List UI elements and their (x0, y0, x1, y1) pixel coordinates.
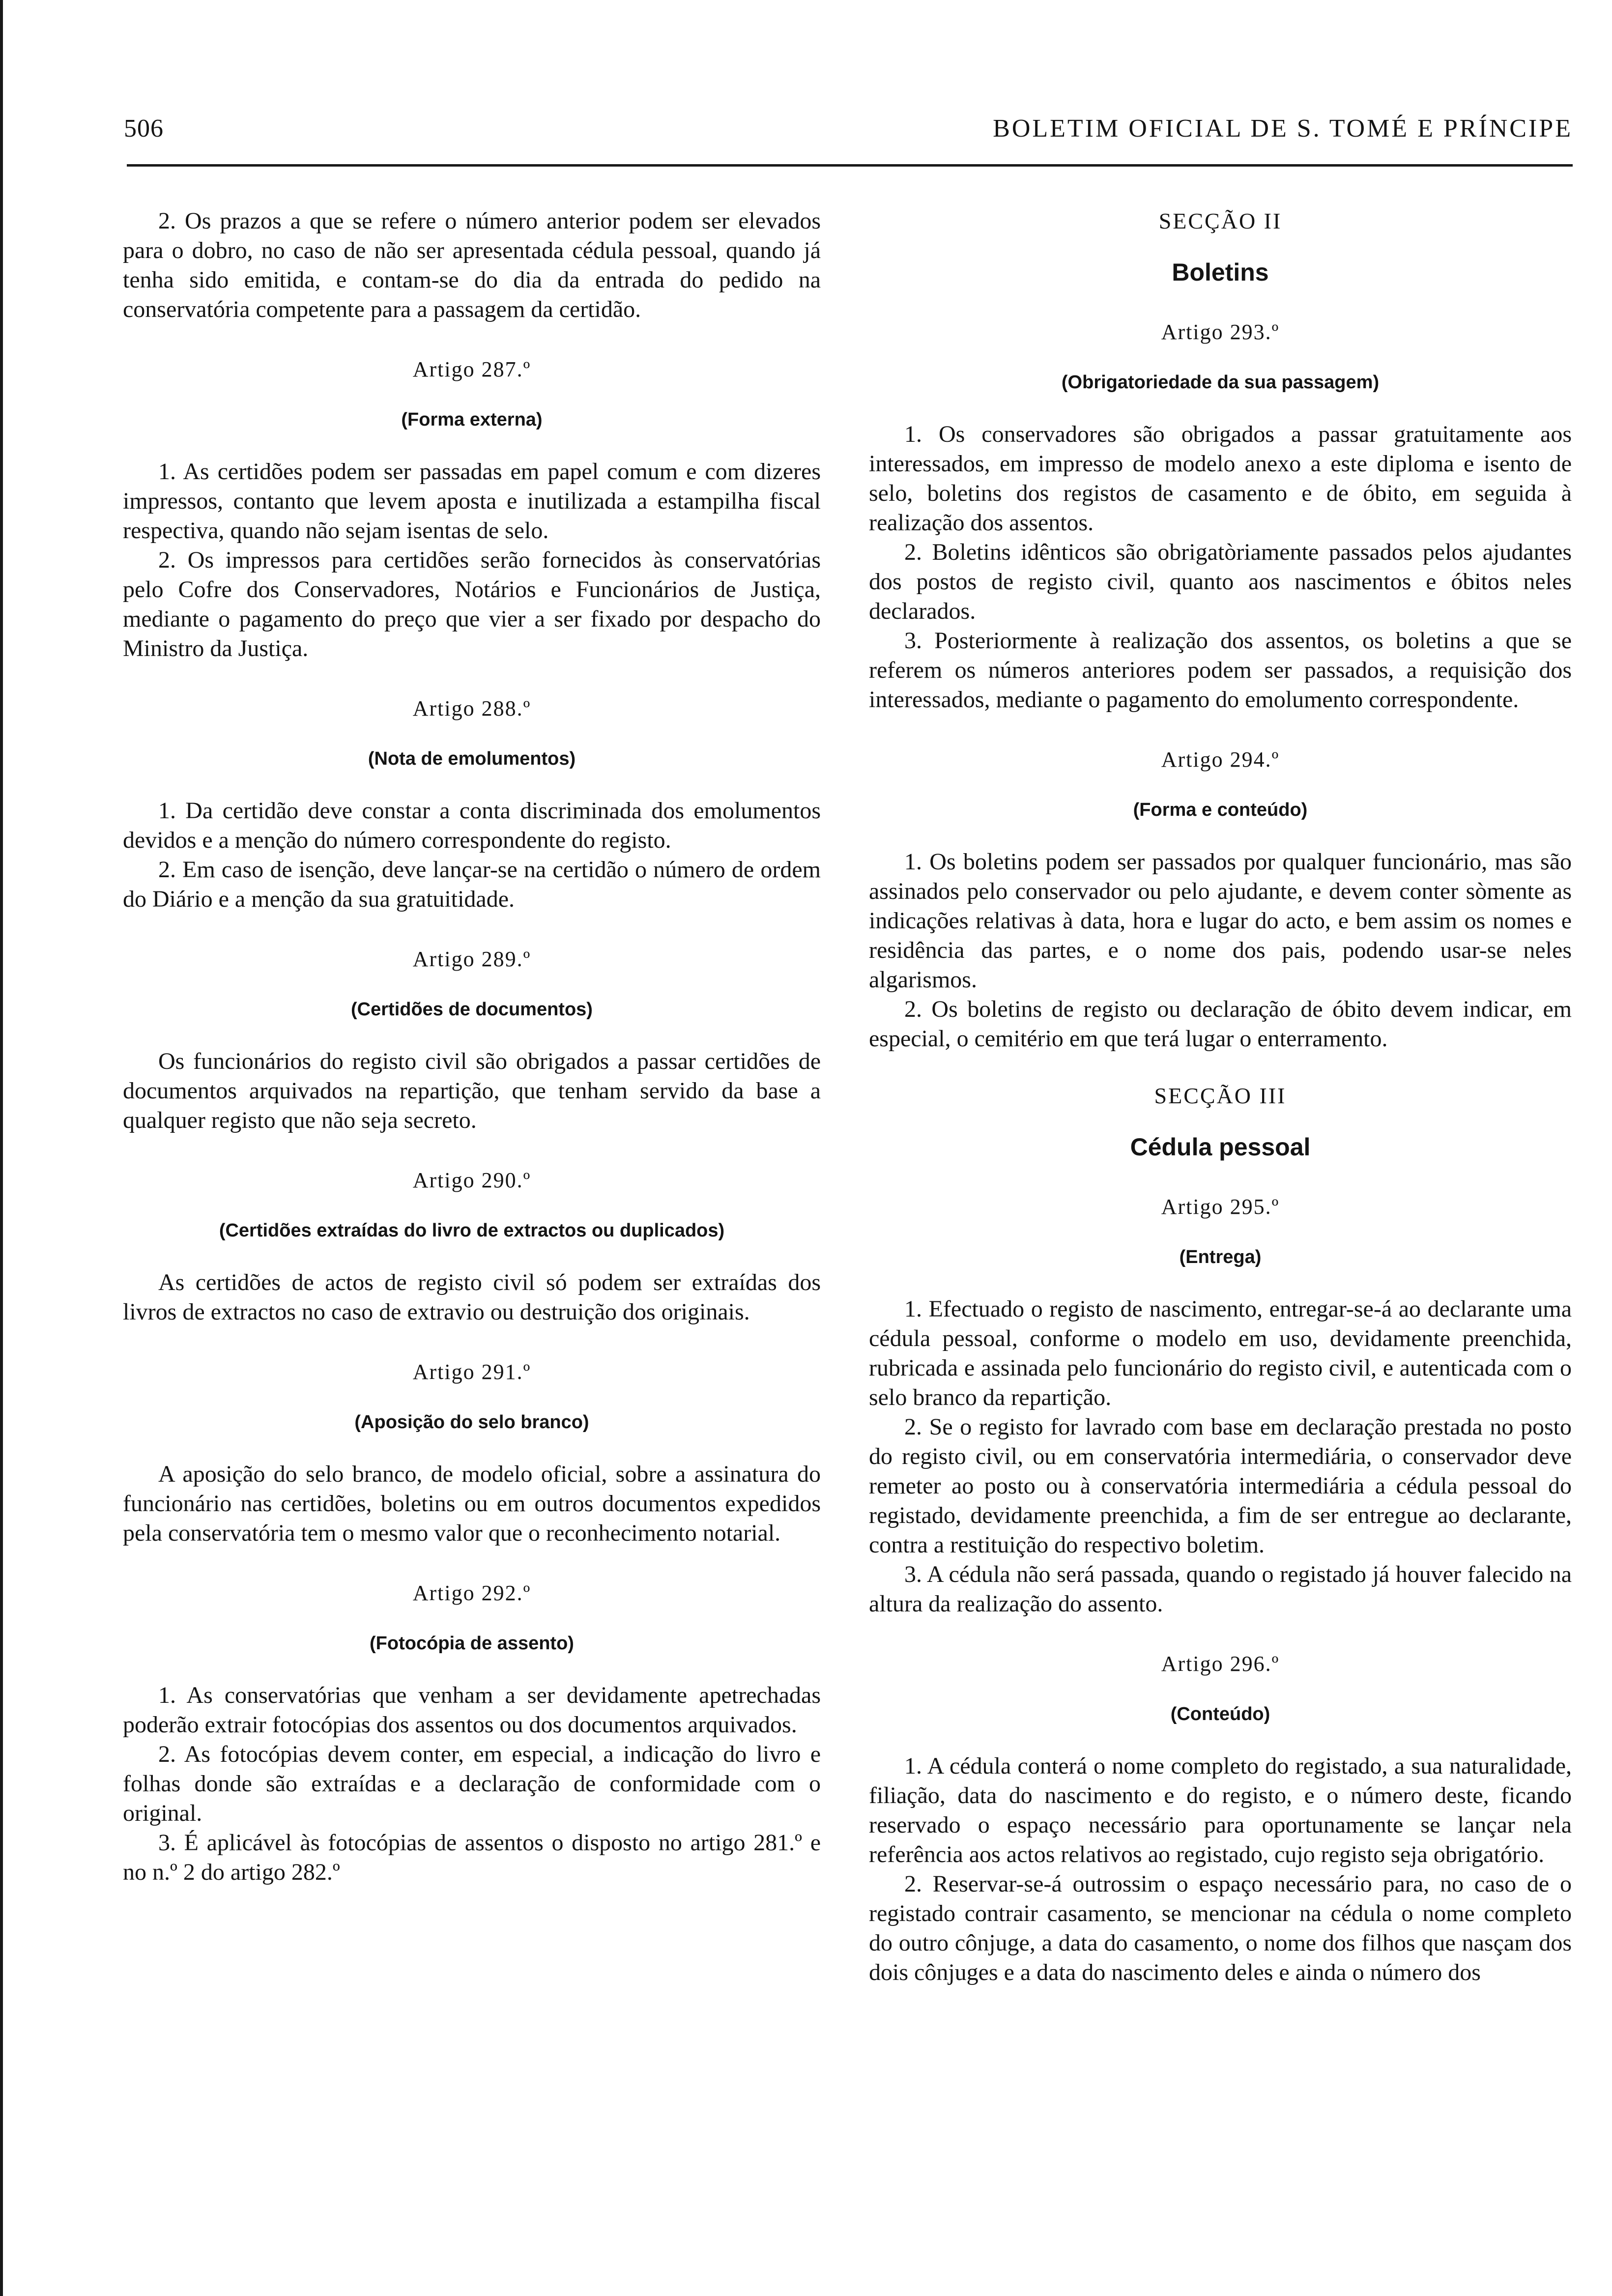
article-294-paragraph: 2. Os boletins de registo ou declaração de óbito devem indicar, em especial, o cemitério em que terá lugar o enterramento. (869, 996, 1572, 1052)
article-290-title: (Certidões extraídas do livro de extractos ou duplicados) (219, 1220, 725, 1241)
article-296-paragraph: 2. Reservar-se-á outrossim o espaço necessário para, no caso de o registado contrair casamento, se mencionar na cédula o nome completo do outro cônjuge, a data do casamento, o nome dos filhos que nasçam dos dois cônjuges e a data do nascimento deles e ainda o número dos (869, 1871, 1572, 1985)
article-292-paragraph: 3. É aplicável às fotocópias de assentos o disposto no artigo 281.º e no n.º 2 do artigo 282.º (123, 1830, 821, 1885)
article-288-paragraph: 2. Em caso de isenção, deve lançar-se na certidão o número de ordem do Diário e a menção da sua gratuitidade. (123, 857, 821, 912)
article-288-paragraph: 1. Da certidão deve constar a conta discriminada dos emolumentos devidos e a menção do número correspondente do registo. (123, 798, 821, 853)
article-289-number: Artigo 289.º (412, 947, 531, 971)
article-291-title: (Aposição do selo branco) (354, 1412, 589, 1433)
header-rule (127, 164, 1573, 167)
article-292-number: Artigo 292.º (412, 1581, 531, 1605)
article-287-number: Artigo 287.º (412, 357, 531, 381)
article-288-title: (Nota de emolumentos) (368, 748, 576, 769)
article-295-number: Artigo 295.º (1161, 1195, 1280, 1219)
article-292-title: (Fotocópia de assento) (370, 1633, 574, 1654)
article-295-title: (Entrega) (1179, 1247, 1262, 1267)
article-293-title: (Obrigatoriedade da sua passagem) (1061, 372, 1380, 393)
intro-paragraph: 2. Os prazos a que se refere o número anterior podem ser elevados para o dobro, no caso de não ser apresentada cédula pessoal, quando já tenha sido emitida, e contam-se do dia da entrada do pedido na conservatória competente para a passagem da certidão. (123, 208, 821, 322)
journal-title: BOLETIM OFICIAL DE S. TOMÉ E PRÍNCIPE (993, 115, 1573, 143)
article-288-number: Artigo 288.º (412, 696, 531, 720)
article-293-number: Artigo 293.º (1161, 320, 1280, 344)
page-number: 506 (124, 115, 164, 143)
article-289-paragraph: Os funcionários do registo civil são obrigados a passar certidões de documentos arquivados na repartição, que tenham servido da base a qualquer registo que não seja secreto. (123, 1048, 821, 1133)
section-ii-label: SECÇÃO II (1158, 208, 1282, 233)
article-295-paragraph: 3. A cédula não será passada, quando o registado já houver falecido na altura da realização do assento. (869, 1561, 1572, 1617)
article-293-paragraph: 2. Boletins idênticos são obrigatòriamente passados pelos ajudantes dos postos de registo civil, quanto aos nascimentos e óbitos neles declarados. (869, 539, 1572, 624)
article-296-number: Artigo 296.º (1161, 1652, 1280, 1676)
article-294-number: Artigo 294.º (1161, 747, 1280, 772)
article-296-paragraph: 1. A cédula conterá o nome completo do registado, a sua naturalidade, filiação, data do nascimento e do registo, e o número deste, ficando reservado o espaço necessário para oportunamente se lançar nela referência aos actos relativos ao registado, cujo registo seja obrigatório. (869, 1753, 1572, 1867)
article-296-title: (Conteúdo) (1170, 1704, 1270, 1724)
article-293-paragraph: 3. Posteriormente à realização dos assentos, os boletins a que se referem os números anteriores podem ser passados, a requisição dos interessados, mediante o pagamento do emolumento correspondente. (869, 628, 1572, 713)
article-291-number: Artigo 291.º (412, 1360, 531, 1384)
article-290-number: Artigo 290.º (412, 1168, 531, 1192)
article-287-title: (Forma externa) (401, 409, 543, 430)
article-292-paragraph: 1. As conservatórias que venham a ser devidamente apetrechadas poderão extrair fotocópias dos assentos ou dos documentos arquivados. (123, 1682, 821, 1738)
article-291-paragraph: A aposição do selo branco, de modelo oficial, sobre a assinatura do funcionário nas certidões, boletins ou em outros documentos expedidos pela conservatória tem o mesmo valor que o reconhecimento notarial. (123, 1461, 821, 1546)
article-295-paragraph: 2. Se o registo for lavrado com base em declaração prestada no posto do registo civil, ou em conservatória intermediária, o conservador deve remeter ao posto ou à conservatória intermediária a cédula pessoal do registado, devidamente preenchida, a fim de ser entregue ao declarante, contra a restituição do respectivo boletim. (869, 1414, 1572, 1558)
section-iii-title: Cédula pessoal (1130, 1133, 1311, 1161)
right-column (869, 206, 1572, 1987)
article-293-paragraph: 1. Os conservadores são obrigados a passar gratuitamente aos interessados, em impresso de modelo anexo a este diploma e isento de selo, boletins dos registos de casamento e de óbito, em seguida à realização dos assentos. (869, 421, 1572, 536)
article-287-paragraph: 2. Os impressos para certidões serão fornecidos às conservatórias pelo Cofre dos Conservadores, Notários e Funcionários de Justiça, mediante o pagamento do preço que vier a ser fixado por despacho do Ministro da Justiça. (123, 547, 821, 661)
article-289-title: (Certidões de documentos) (351, 999, 593, 1020)
left-column (123, 206, 821, 1887)
article-292-paragraph: 2. As fotocópias devem conter, em especial, a indicação do livro e folhas donde são extraídas e a declaração de conformidade com o original. (123, 1741, 821, 1826)
page-header (124, 114, 1573, 148)
section-ii-title: Boletins (1172, 258, 1269, 286)
article-287-paragraph: 1. As certidões podem ser passadas em papel comum e com dizeres impressos, contanto que levem aposta e inutilizada a estampilha fiscal respectiva, quando não sejam isentas de selo. (123, 459, 821, 544)
article-294-title: (Forma e conteúdo) (1133, 800, 1308, 820)
page-edge (0, 0, 3, 2296)
article-290-paragraph: As certidões de actos de registo civil só podem ser extraídas dos livros de extractos no caso de extravio ou destruição dos originais. (123, 1269, 821, 1325)
article-294-paragraph: 1. Os boletins podem ser passados por qualquer funcionário, mas são assinados pelo conservador ou pelo ajudante, e devem conter sòmente as indicações relativas à data, hora e lugar do acto, e bem assim os nomes e residência das partes, e o nome dos pais, podendo usar-se neles algarismos. (869, 849, 1572, 993)
article-295-paragraph: 1. Efectuado o registo de nascimento, entregar-se-á ao declarante uma cédula pessoal, conforme o modelo em uso, devidamente preenchida, rubricada e assinada pelo funcionário do registo civil, e autenticada com o selo branco da repartição. (869, 1296, 1572, 1410)
section-iii-label: SECÇÃO III (1154, 1083, 1287, 1108)
